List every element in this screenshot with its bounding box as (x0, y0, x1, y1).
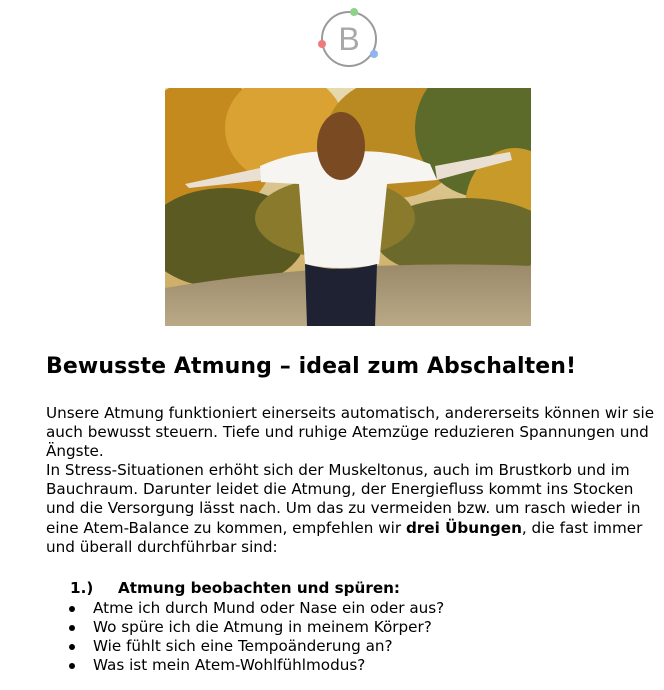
logo-dot-blue (370, 50, 378, 58)
bullet-icon (69, 644, 75, 650)
logo-dot-red (318, 40, 326, 48)
article-body (46, 404, 656, 557)
paragraph-stress-end: , die fast immer und überall durchführbar sind: (46, 518, 643, 556)
list-item: Atme ich durch Mund oder Nase ein oder aus? (46, 599, 444, 618)
brand-logo (318, 8, 380, 70)
bullet-icon (69, 663, 75, 669)
exercise-list (46, 599, 444, 675)
paragraph-intro: Unsere Atmung funktioniert einerseits automatisch, andererseits können wir sie auch bewusst steuern. Tiefe und ruhige Atemzüge reduzieren Spannungen und Ängste. (46, 404, 655, 461)
section-title: Atmung beobachten und spüren: (118, 579, 401, 597)
bullet-icon (69, 606, 75, 612)
section-number: 1.) (70, 579, 94, 597)
list-item: Wie fühlt sich eine Tempoänderung an? (46, 637, 444, 656)
paragraph-stress-bold: drei Übungen (405, 518, 522, 537)
section-heading (70, 579, 400, 597)
logo-letter: B (338, 21, 360, 57)
paragraph-stress-start: In Stress-Situationen erhöht sich der Muskeltonus, auch im Brustkorb und im Bauchraum. Darunter leidet die Atmung, der Energiefluss kommt ins Stocken und die Versorgung lässt nach. Um das zu vermeiden bzw. um rasch wieder in eine Atem-Balance zu kommen, empfehlen wir (46, 461, 641, 537)
article-title: Bewusste Atmung – ideal zum Abschalten! (46, 354, 577, 379)
logo-dot-green (350, 8, 358, 16)
list-item: Was ist mein Atem-Wohlfühlmodus? (46, 656, 444, 675)
list-item: Wo spüre ich die Atmung in meinem Körper? (46, 618, 444, 637)
hero-photo (165, 88, 531, 326)
paragraph-stress (46, 461, 656, 556)
bullet-icon (69, 625, 75, 631)
